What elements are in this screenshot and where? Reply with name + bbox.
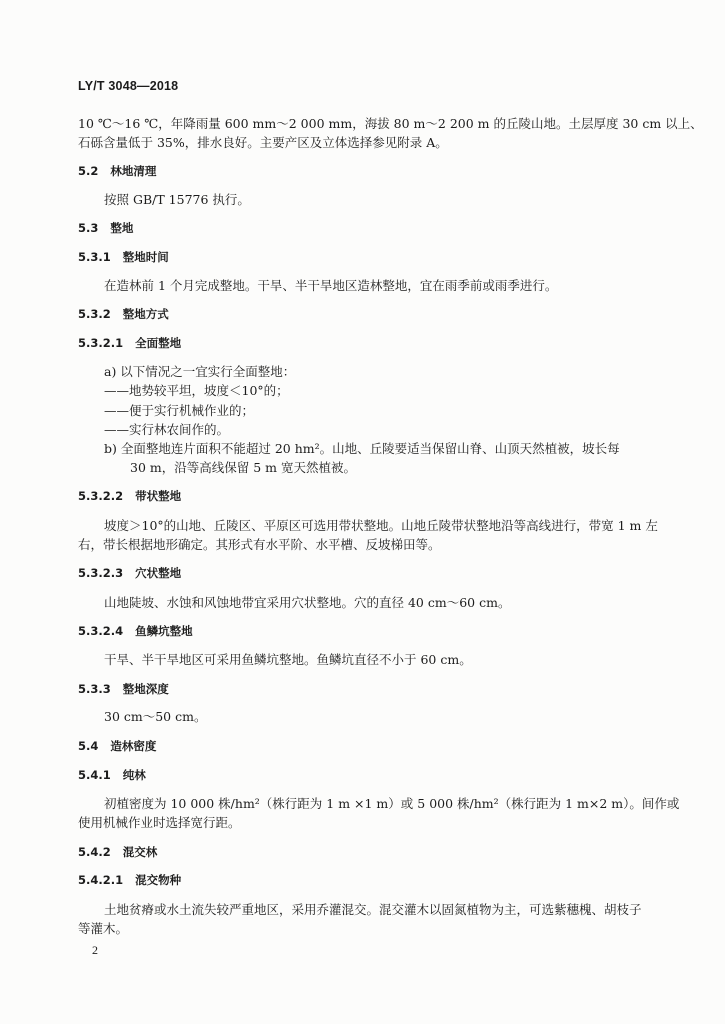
section-number: 5.3: [78, 221, 99, 235]
paragraph-line: 等灌木。: [78, 921, 129, 936]
section-heading-5-3-1: [78, 249, 169, 265]
section-heading-5-3-2-3: [78, 565, 181, 581]
list-item-b: b) 全面整地连片面积不能超过 20 hm²。山地、丘陵要适当保留山脊、山顶天然植被，坡长每: [104, 441, 620, 456]
section-number: 5.3.2.4: [78, 624, 124, 638]
section-heading-5-4-1: [78, 767, 146, 783]
list-dash-item: ——实行林农间作的。: [104, 422, 230, 437]
list-item-b-continued: 30 m，沿等高线保留 5 m 宽天然植被。: [130, 460, 356, 475]
section-title: 整地深度: [122, 682, 169, 696]
paragraph-line: 山地陡坡、水蚀和风蚀地带宜采用穴状整地。穴的直径 40 cm～60 cm。: [104, 595, 511, 610]
section-number: 5.3.2.1: [78, 336, 124, 350]
paragraph-line: 石砾含量低于 35%，排水良好。主要产区及立体选择参见附录 A。: [78, 135, 448, 150]
paragraph-line: 在造林前 1 个月完成整地。干旱、半干旱地区造林整地，宜在雨季前或雨季进行。: [104, 278, 558, 293]
section-number: 5.4.2.1: [78, 873, 124, 887]
section-heading-5-3-2-4: [78, 623, 193, 639]
section-title: 混交林: [122, 845, 158, 859]
section-heading-5-3-2-2: [78, 488, 181, 504]
section-title: 带状整地: [135, 489, 182, 503]
paragraph-line: 10 ℃～16 ℃，年降雨量 600 mm～2 000 mm，海拔 80 m～2 200 m 的丘陵山地。土层厚度 30 cm 以上、: [78, 116, 703, 131]
section-number: 5.4.1: [78, 768, 111, 782]
page-number: 2: [92, 943, 98, 957]
section-heading-5-4-2: [78, 844, 157, 860]
list-item-a: a) 以下情况之一宜实行全面整地：: [104, 364, 296, 379]
section-heading-5-4: [78, 738, 156, 754]
section-title: 纯林: [122, 768, 146, 782]
section-title: 鱼鳞坑整地: [135, 624, 193, 638]
paragraph-line: 右，带长根据地形确定。其形式有水平阶、水平槽、反坡梯田等。: [78, 537, 441, 552]
paragraph-line: 按照 GB/T 15776 执行。: [104, 192, 250, 207]
paragraph-line: 使用机械作业时选择宽行距。: [78, 815, 241, 830]
paragraph-line: 干旱、半干旱地区可采用鱼鳞坑整地。鱼鳞坑直径不小于 60 cm。: [104, 652, 472, 667]
section-title: 林地清理: [110, 164, 157, 178]
section-title: 穴状整地: [135, 566, 182, 580]
paragraph-line: 土地贫瘠或水土流失较严重地区，采用乔灌混交。混交灌木以固氮植物为主，可选紫穗槐、胡枝子: [104, 902, 642, 917]
section-title: 整地方式: [122, 307, 169, 321]
list-dash-item: ——地势较平坦，坡度＜10°的；: [104, 383, 289, 398]
paragraph-line: 30 cm～50 cm。: [104, 709, 207, 724]
section-number: 5.4: [78, 739, 99, 753]
section-number: 5.3.1: [78, 250, 111, 264]
paragraph-line: 坡度＞10°的山地、丘陵区、平原区可选用带状整地。山地丘陵带状整地沿等高线进行，带宽 1 m 左: [104, 518, 658, 533]
section-heading-5-4-2-1: [78, 872, 181, 888]
section-heading-5-3-2-1: [78, 335, 181, 351]
section-title: 混交物种: [135, 873, 182, 887]
section-heading-5-2: [78, 163, 156, 179]
section-number: 5.3.2.2: [78, 489, 124, 503]
section-number: 5.2: [78, 164, 99, 178]
section-number: 5.3.3: [78, 682, 111, 696]
section-heading-5-3-3: [78, 681, 169, 697]
section-number: 5.4.2: [78, 845, 111, 859]
list-dash-item: ——便于实行机械作业的；: [104, 403, 255, 418]
section-title: 全面整地: [135, 336, 182, 350]
section-title: 整地时间: [122, 250, 169, 264]
section-title: 造林密度: [110, 739, 157, 753]
section-heading-5-3-2: [78, 306, 169, 322]
standard-code: LY/T 3048—2018: [78, 79, 179, 93]
section-number: 5.3.2.3: [78, 566, 124, 580]
paragraph-line: 初植密度为 10 000 株/hm²（株行距为 1 m ×1 m）或 5 000 株/hm²（株行距为 1 m×2 m）。间作或: [104, 796, 680, 811]
section-title: 整地: [110, 221, 134, 235]
section-number: 5.3.2: [78, 307, 111, 321]
section-heading-5-3: [78, 220, 133, 236]
